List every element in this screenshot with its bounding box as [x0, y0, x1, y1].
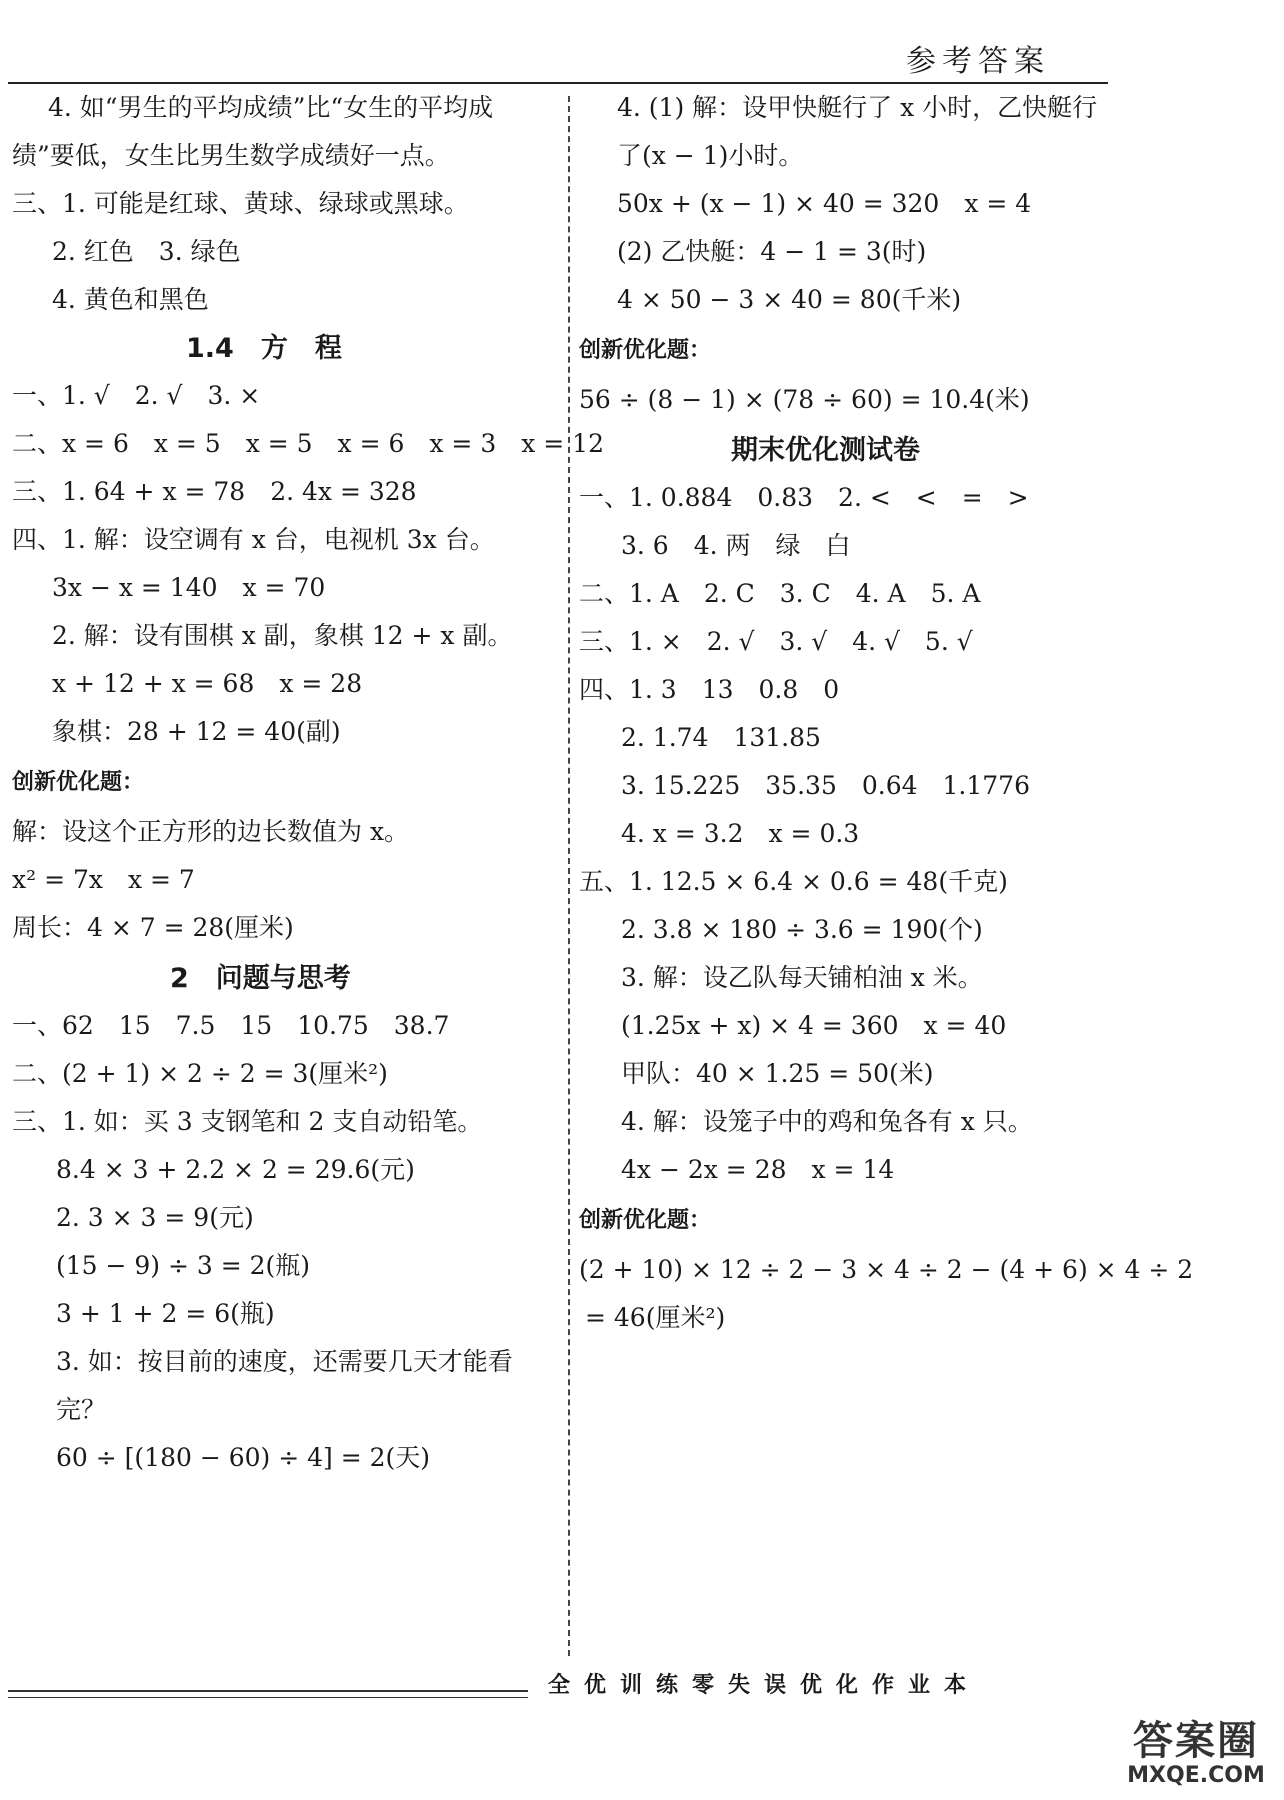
answer-line: 一、1. √ 2. √ 3. × — [12, 381, 261, 410]
answer-line: 二、1. A 2. C 3. C 4. A 5. A — [579, 579, 981, 608]
bonus-heading: 创新优化题： — [579, 1208, 712, 1233]
answer-line: 一、62 15 7.5 15 10.75 38.7 — [12, 1011, 450, 1040]
answer-line: 4. 黄色和黑色 — [52, 285, 209, 314]
answer-line: 3. 15.225 35.35 0.64 1.1776 — [621, 771, 1030, 800]
answer-line: 三、1. 如：买 3 支钢笔和 2 支自动铅笔。 — [12, 1107, 483, 1136]
watermark-logo — [1112, 1718, 1280, 1798]
answer-line: 4 × 50 − 3 × 40 = 80(千米) — [617, 285, 962, 314]
footer-brand: 全优训练零失误优化作业本 — [548, 1673, 981, 1698]
answer-line: 四、1. 解：设空调有 x 台，电视机 3x 台。 — [12, 525, 495, 554]
answer-line: x + 12 + x = 68 x = 28 — [52, 669, 363, 698]
answer-line: (2) 乙快艇：4 − 1 = 3(时) — [617, 237, 927, 266]
answer-line: (1.25x + x) × 4 = 360 x = 40 — [621, 1011, 1007, 1040]
answer-line: 甲队：40 × 1.25 = 50(米) — [621, 1059, 934, 1088]
answer-line: 周长：4 × 7 = 28(厘米) — [12, 913, 294, 942]
answer-line: 2. 3.8 × 180 ÷ 3.6 = 190(个) — [621, 915, 983, 944]
answer-line: 3. 6 4. 两 绿 白 — [621, 531, 851, 560]
answer-line: 绩”要低，女生比男生数学成绩好一点。 — [12, 141, 450, 170]
answer-line: 4. x = 3.2 x = 0.3 — [621, 819, 860, 848]
answer-line: 五、1. 12.5 × 6.4 × 0.6 = 48(千克) — [579, 867, 1008, 896]
answer-line: 象棋：28 + 12 = 40(副) — [52, 717, 341, 746]
section-heading: 1.4 方 程 — [186, 333, 342, 364]
footer-divider — [8, 1697, 528, 1698]
header-divider — [8, 82, 1108, 84]
answer-line: (2 + 10) × 12 ÷ 2 − 3 × 4 ÷ 2 − (4 + 6) × 4 ÷ 2 — [579, 1255, 1194, 1284]
answer-line: 三、1. × 2. √ 3. √ 4. √ 5. √ — [579, 627, 973, 656]
answer-line: 2. 1.74 131.85 — [621, 723, 821, 752]
watermark-text: 答案圈 — [1133, 1718, 1259, 1764]
answer-line: 解：设这个正方形的边长数值为 x。 — [12, 817, 410, 846]
answer-line: 完？ — [56, 1395, 107, 1424]
bonus-heading: 创新优化题： — [579, 338, 712, 363]
answer-line: 三、1. 64 + x = 78 2. 4x = 328 — [12, 477, 417, 506]
answer-line: 3. 如：按目前的速度，还需要几天才能看 — [56, 1347, 513, 1376]
answer-line: 二、x = 6 x = 5 x = 5 x = 6 x = 3 x = 12 — [12, 429, 604, 458]
answer-line: 四、1. 3 13 0.8 0 — [579, 675, 840, 704]
answer-line: 2. 解：设有围棋 x 副，象棋 12 + x 副。 — [52, 621, 513, 650]
bonus-heading: 创新优化题： — [12, 770, 145, 795]
answer-line: 4. 解：设笼子中的鸡和兔各有 x 只。 — [621, 1107, 1033, 1136]
answer-line: 三、1. 可能是红球、黄球、绿球或黑球。 — [12, 189, 469, 218]
answer-line: 一、1. 0.884 0.83 2. < < = > — [579, 483, 1029, 512]
answer-line: 2. 红色 3. 绿色 — [52, 237, 241, 266]
answer-line: 4. 如“男生的平均成绩”比“女生的平均成 — [48, 93, 494, 122]
answer-line: 4x − 2x = 28 x = 14 — [621, 1155, 895, 1184]
answer-line: 3. 解：设乙队每天铺柏油 x 米。 — [621, 963, 983, 992]
answer-line: (15 − 9) ÷ 3 = 2(瓶) — [56, 1251, 311, 1280]
answer-line: 3x − x = 140 x = 70 — [52, 573, 326, 602]
answer-line: 二、(2 + 1) × 2 ÷ 2 = 3(厘米²) — [12, 1059, 388, 1088]
answer-line: x² = 7x x = 7 — [12, 865, 195, 894]
answer-line: = 46(厘米²) — [585, 1303, 726, 1332]
column-divider — [568, 96, 570, 1656]
answer-line: 3 + 1 + 2 = 6(瓶) — [56, 1299, 275, 1328]
header-title: 参考答案 — [906, 44, 1050, 79]
answer-line: 50x + (x − 1) × 40 = 320 x = 4 — [617, 189, 1032, 218]
footer-divider — [8, 1690, 528, 1692]
answer-line: 56 ÷ (8 − 1) × (78 ÷ 60) = 10.4(米) — [579, 385, 1030, 414]
answer-line: 了(x − 1)小时。 — [617, 141, 804, 170]
section-heading: 期末优化测试卷 — [731, 435, 920, 466]
section-heading: 2 问题与思考 — [170, 963, 351, 994]
answer-line: 4. (1) 解：设甲快艇行了 x 小时，乙快艇行 — [617, 93, 1098, 122]
answer-line: 60 ÷ [(180 − 60) ÷ 4] = 2(天) — [56, 1443, 431, 1472]
answer-line: 8.4 × 3 + 2.2 × 2 = 29.6(元) — [56, 1155, 415, 1184]
answer-line: 2. 3 × 3 = 9(元) — [56, 1203, 254, 1232]
watermark-url: MXQE.COM — [1127, 1763, 1265, 1788]
